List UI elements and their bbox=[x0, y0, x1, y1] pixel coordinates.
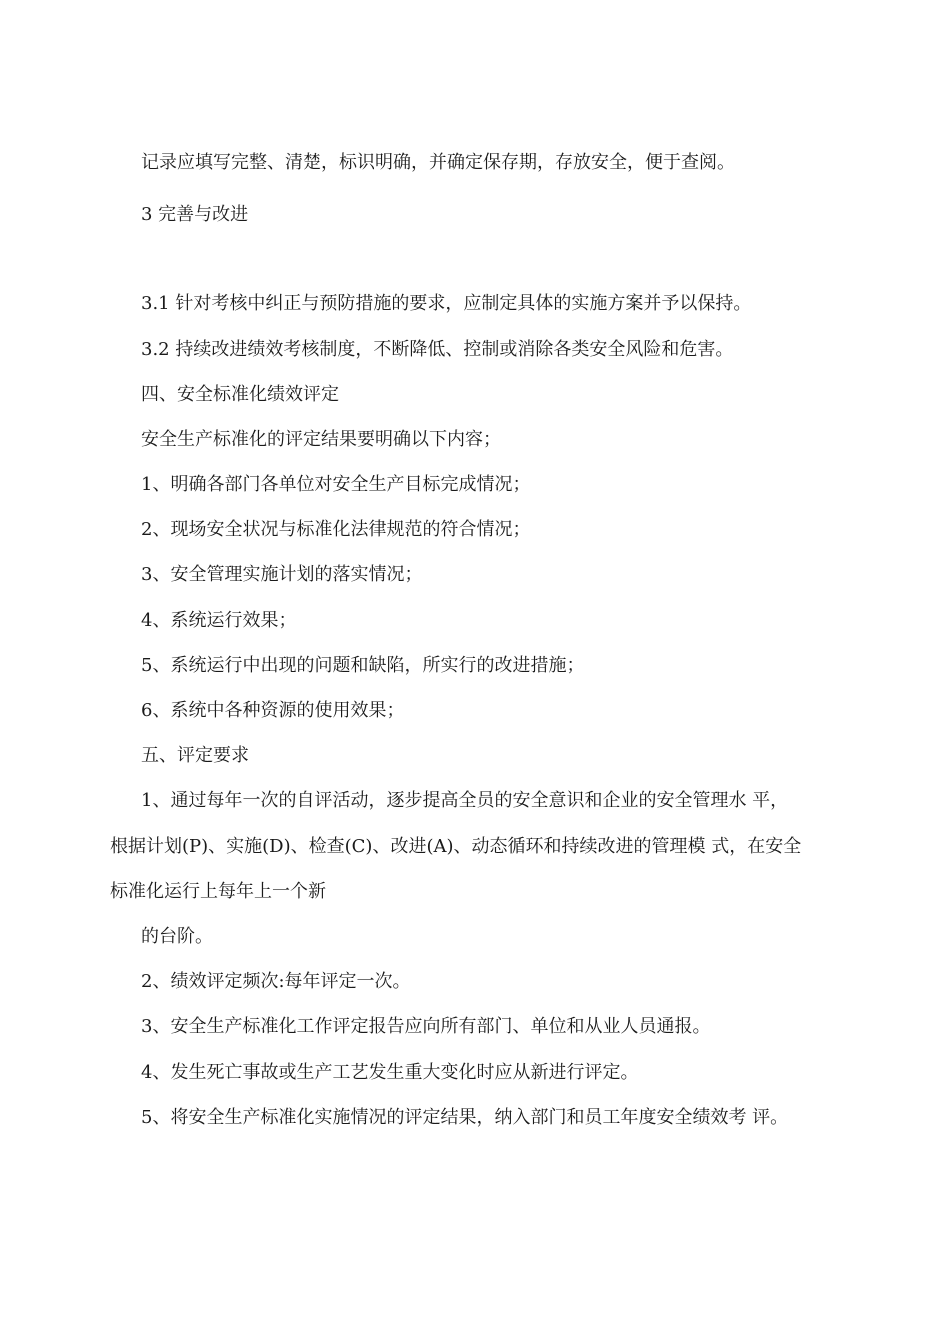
paragraph-3-1: 3.1 针对考核中纠正与预防措施的要求，应制定具体的实施方案并予以保持。 bbox=[141, 293, 752, 314]
paragraph-3-2: 3.2 持续改进绩效考核制度，不断降低、控制或消除各类安全风险和危害。 bbox=[141, 339, 734, 360]
list-item-4: 4、系统运行效果； bbox=[141, 610, 297, 631]
requirement-1-line-2: 根据计划(P)、实施(D)、检查(C)、改进(A)、动态循环和持续改进的管理模 式，在安全 bbox=[110, 836, 802, 857]
requirement-2: 2、绩效评定频次:每年评定一次。 bbox=[141, 971, 411, 992]
requirement-3: 3、安全生产标准化工作评定报告应向所有部门、单位和从业人员通报。 bbox=[141, 1016, 711, 1037]
list-item-5: 5、系统运行中出现的问题和缺陷，所实行的改进措施； bbox=[141, 655, 585, 676]
paragraph-records: 记录应填写完整、清楚，标识明确，并确定保存期，存放安全，便于查阅。 bbox=[141, 152, 735, 173]
heading-improvement: 3 完善与改进 bbox=[141, 204, 249, 225]
requirement-1-line-4: 的台阶。 bbox=[141, 926, 213, 947]
requirement-5: 5、将安全生产标准化实施情况的评定结果，纳入部门和员工年度安全绩效考 评。 bbox=[141, 1107, 789, 1128]
paragraph-evaluation-intro: 安全生产标准化的评定结果要明确以下内容； bbox=[141, 429, 501, 450]
list-item-1: 1、明确各部门各单位对安全生产目标完成情况； bbox=[141, 474, 531, 495]
list-item-2: 2、现场安全状况与标准化法律规范的符合情况； bbox=[141, 519, 531, 540]
heading-section-4: 四、安全标准化绩效评定 bbox=[141, 384, 339, 405]
list-item-6: 6、系统中各种资源的使用效果； bbox=[141, 700, 405, 721]
heading-section-5: 五、评定要求 bbox=[141, 745, 249, 766]
requirement-4: 4、发生死亡事故或生产工艺发生重大变化时应从新进行评定。 bbox=[141, 1062, 639, 1083]
list-item-3: 3、安全管理实施计划的落实情况； bbox=[141, 564, 423, 585]
requirement-1-line-3: 标准化运行上每年上一个新 bbox=[110, 881, 326, 902]
requirement-1-line-1: 1、通过每年一次的自评活动，逐步提高全员的安全意识和企业的安全管理水 平， bbox=[141, 790, 789, 811]
